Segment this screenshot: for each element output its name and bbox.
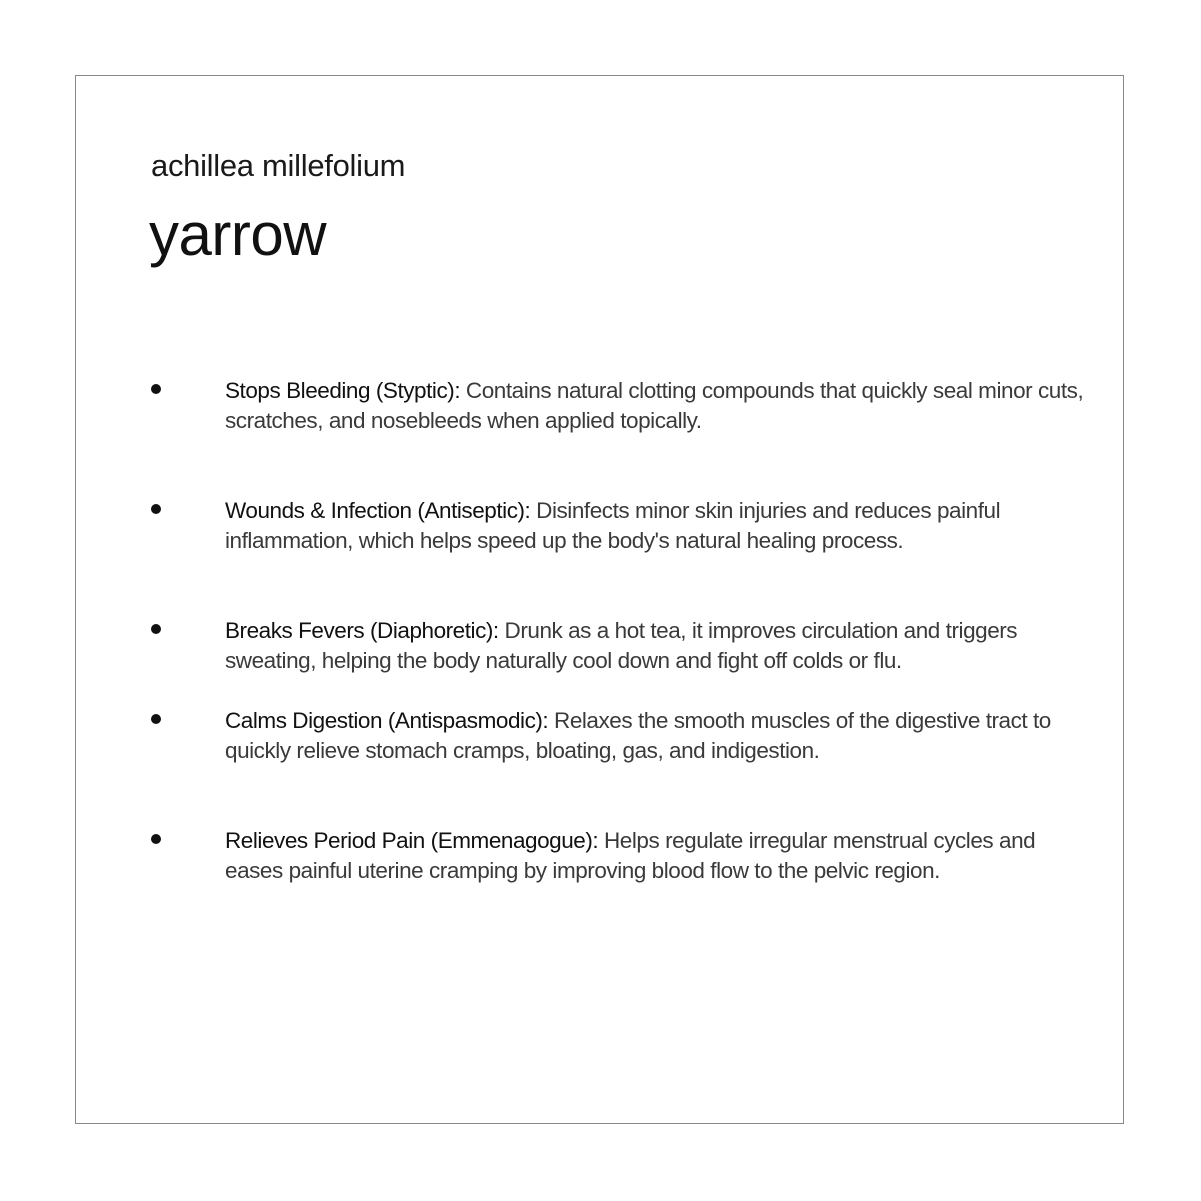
bullet-icon — [151, 714, 161, 724]
benefit-term: Wounds & Infection (Antiseptic): — [225, 498, 531, 523]
latin-name: achillea millefolium — [151, 148, 406, 183]
benefit-text — [225, 616, 1085, 676]
benefit-text — [225, 376, 1085, 436]
benefit-description: Contains natural clotting compounds that quickly seal minor cuts, scratches, and nosebleeds when applied topically. — [225, 378, 1084, 433]
info-card — [75, 75, 1124, 1124]
benefit-description: Disinfects minor skin injuries and reduces painful inflammation, which helps speed up the body's natural healing process. — [225, 498, 1001, 553]
benefit-description: Helps regulate irregular menstrual cycles and eases painful uterine cramping by improving blood flow to the pelvic region. — [225, 828, 1036, 883]
benefit-description: Drunk as a hot tea, it improves circulation and triggers sweating, helping the body naturally cool down and fight off colds or flu. — [225, 618, 1018, 673]
benefit-term: Calms Digestion (Antispasmodic): — [225, 708, 549, 733]
bullet-icon — [151, 504, 161, 514]
bullet-icon — [151, 384, 161, 394]
benefit-term: Relieves Period Pain (Emmenagogue): — [225, 828, 599, 853]
bullet-icon — [151, 624, 161, 634]
benefit-text — [225, 496, 1085, 556]
benefit-term: Stops Bleeding (Styptic): — [225, 378, 461, 403]
benefit-text — [225, 706, 1085, 766]
benefit-description: Relaxes the smooth muscles of the digestive tract to quickly relieve stomach cramps, bloating, gas, and indigestion. — [225, 708, 1051, 763]
bullet-icon — [151, 834, 161, 844]
common-name-title: yarrow — [149, 201, 327, 268]
benefit-term: Breaks Fevers (Diaphoretic): — [225, 618, 499, 643]
benefit-text — [225, 826, 1085, 886]
